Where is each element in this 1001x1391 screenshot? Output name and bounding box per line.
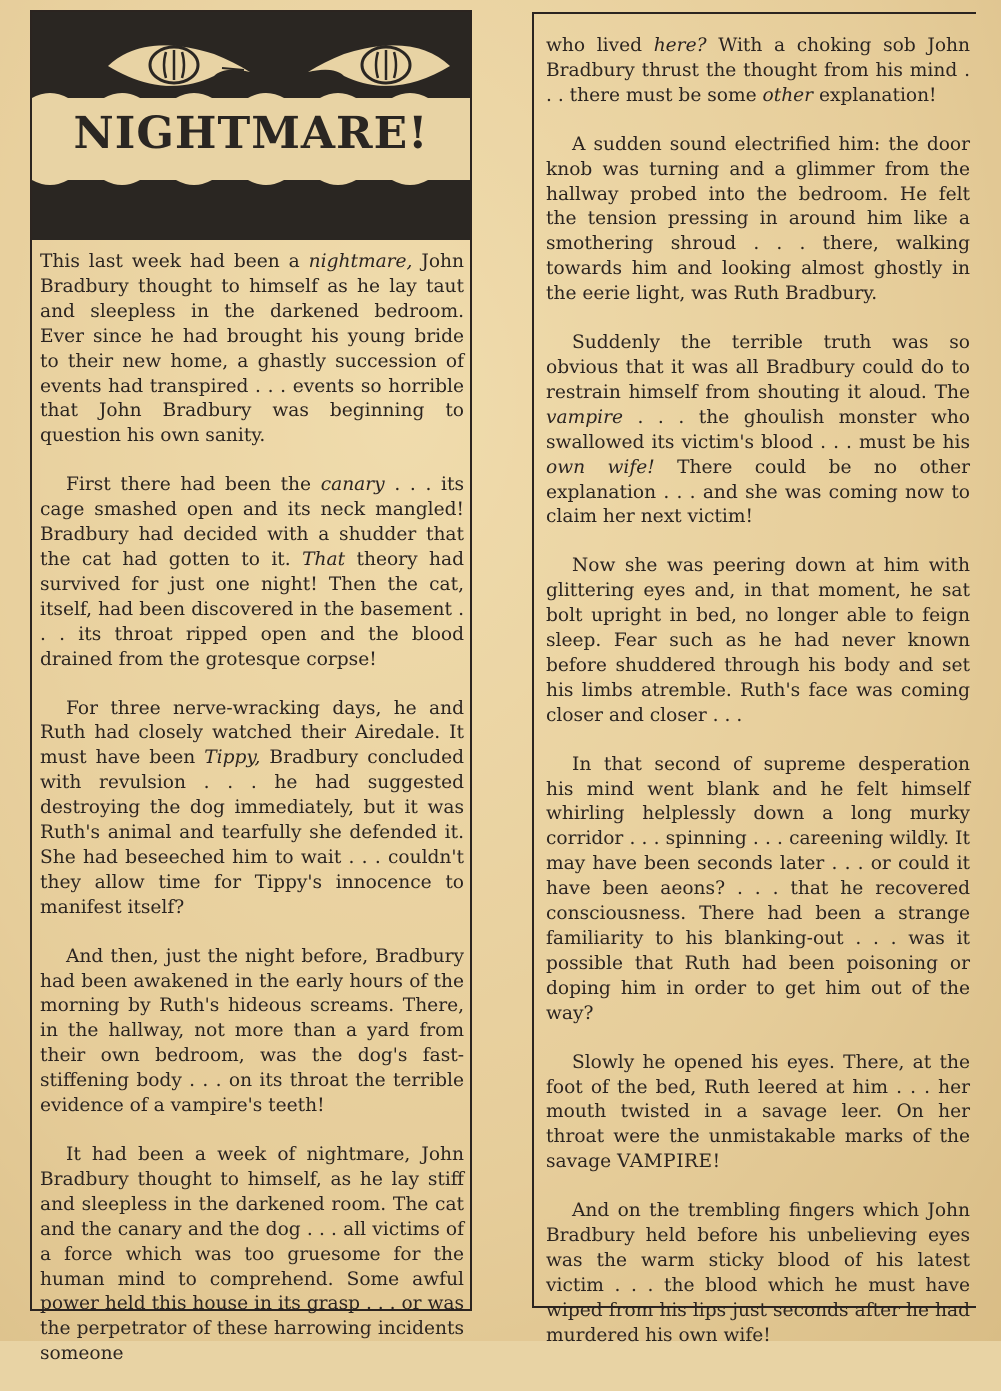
left-eye-icon: [104, 36, 254, 92]
right-column: [532, 12, 976, 1346]
page-title: NIGHTMARE!: [73, 108, 429, 159]
vampire-caps: VAMPIRE!: [617, 1151, 721, 1173]
paragraph: And on the trembling fingers which John Bradbury held before his unbelieving eyes was the warm sticky blood of his latest victim . . . the blood which he must have wiped from his lips just seconds after he had murdered his own wife!: [546, 1200, 970, 1346]
paragraph: A sudden sound electrified him: the door knob was turning and a glimmer from the hallway probed into the bedroom. He felt the tension pressing in around him like a smothering shroud . . . there, walking towards him and looking almost ghostly in the eerie light, was Ruth Bradbury.: [546, 133, 970, 305]
left-column: [30, 10, 472, 1365]
paragraph: It had been a week of nightmare, John Bradbury thought to himself, as he lay stiff and sleepless in the darkened room. The cat and the canary and the dog . . . all victims of a force which was too gruesome for the human mind to comprehend. Some awful power held this house in its grasp . . . or was the perpetrator of these harrowing incidents someone: [40, 1144, 464, 1365]
paragraph: First there had been the canary . . . its cage smashed open and its neck mangled! Bradbury had decided with a shudder that the cat had gotten to it. That theory had survived for just one night! Then the cat, itself, had been discovered in the basement . . . its throat ripped open and the blood drained from the grotesque corpse!: [40, 474, 464, 670]
title-banner: [32, 12, 470, 240]
right-eye-icon: [304, 36, 454, 92]
paragraph: And then, just the night before, Bradbury had been awakened in the early hours of the morning by Ruth's hideous screams. There, in the hallway, not more than a yard from their own bedroom, was the dog's fast-stiffening body . . . on its throat the terrible evidence of a vampire's teeth!: [40, 945, 464, 1117]
article-left: [40, 250, 464, 1391]
paragraph: who lived here? With a choking sob John Bradbury thrust the thought from his mind . . . there must be some other explanation!: [546, 35, 970, 106]
article-right: [546, 34, 970, 1373]
paragraph: Slowly he opened his eyes. There, at the foot of the bed, Ruth leered at him . . . her mouth twisted in a savage leer. On her throat were the unmistakable marks of the savage VAMPIRE!: [546, 1051, 970, 1173]
paragraph: In that second of supreme desperation his mind went blank and he felt himself whirling helplessly down a long murky corridor . . . spinning . . . careening wildly. It may have been seconds later . . . or could it have been aeons? . . . that he recovered consciousness. There had been a strange familiarity to his blanking-out . . . was it possible that Ruth had been poisoning or doping him in order to get him out of the way?: [546, 753, 970, 1024]
paragraph: Suddenly the terrible truth was so obvious that it was all Bradbury could do to restrain himself from shouting it aloud. The vampire . . . the ghoulish monster who swallowed its victim's blood . . . must be his own wife! There could be no other explanation . . . and she was coming now to claim her next victim!: [546, 332, 970, 528]
paragraph: For three nerve-wracking days, he and Ruth had closely watched their Airedale. It must have been Tippy, Bradbury concluded with revulsion . . . he had suggested destroying the dog immediately, but it was Ruth's animal and tearfully she defended it. She had beseeched him to wait . . . couldn't they allow time for Tippy's innocence to manifest itself?: [40, 697, 465, 918]
paragraph: This last week had been a nightmare, John Bradbury thought to himself as he lay taut and sleepless in the darkened bedroom. Ever since he had brought his young bride to their new home, a ghastly succession of events had transpired . . . events so horrible that John Bradbury was beginning to question his own sanity.: [40, 251, 465, 447]
paragraph: Now she was peering down at him with glittering eyes and, in that moment, he sat bolt upright in bed, no longer able to feign sleep. Fear such as he had never known before shuddered through his body and set his limbs atremble. Ruth's face was coming closer and closer . . .: [546, 555, 970, 726]
